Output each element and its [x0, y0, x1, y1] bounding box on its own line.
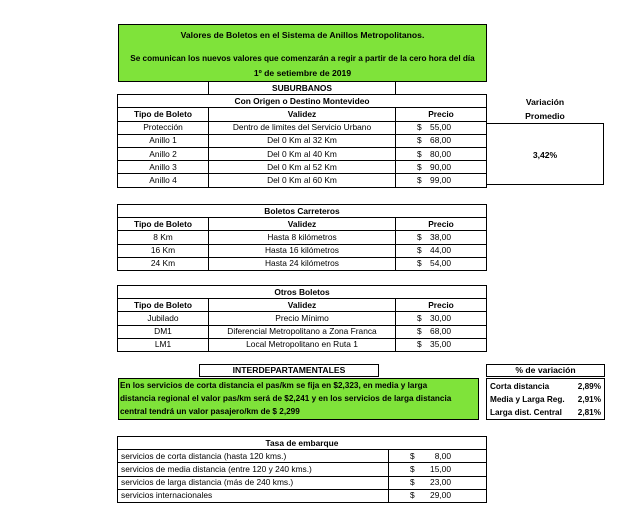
- col-tipo: Tipo de Boleto: [118, 108, 209, 121]
- cell-precio: $ 15,00: [389, 463, 487, 476]
- list-item: [490, 380, 601, 393]
- cell-tipo: Anillo 1: [118, 134, 209, 147]
- table-row: [118, 231, 487, 244]
- carreteros-table: [117, 204, 487, 271]
- variacion-label-2: Promedio: [525, 111, 565, 121]
- cell-precio: $ 55,00: [396, 121, 487, 134]
- variacion-label: Media y Larga Reg.: [490, 395, 565, 404]
- variacion-label: Larga dist. Central: [490, 408, 562, 417]
- cell-validez: Precio Mínimo: [209, 312, 396, 325]
- table-row: [118, 257, 487, 270]
- col-validez: Validez: [209, 299, 396, 312]
- interdepartamentales-text-2: distancia regional el valor pas/km será de $2,241 y en los servicios de larga distancia: [120, 394, 452, 403]
- header-line-3: 1º de setiembre de 2019: [253, 68, 352, 78]
- suburbanos-table: [117, 82, 487, 188]
- cell-validez: Hasta 16 kilómetros: [209, 244, 396, 257]
- table-row: [118, 161, 487, 174]
- cell-precio: $ 90,00: [396, 161, 487, 174]
- table-row: [118, 463, 487, 476]
- otros-table: [117, 285, 487, 352]
- col-precio: Precio: [396, 218, 487, 231]
- variacion-value: 2,91%: [577, 395, 601, 404]
- cell-validez: Hasta 8 kilómetros: [209, 231, 396, 244]
- interdepartamentales-text-1: En los servicios de corta distancia el pas/km se fija en $2,323, en media y larga: [120, 381, 428, 390]
- table-row: [118, 338, 487, 351]
- cell-servicio: servicios de corta distancia (hasta 120 kms.): [118, 450, 389, 463]
- cell-tipo: Jubilado: [118, 312, 209, 325]
- table-row: [118, 147, 487, 160]
- cell-precio: $ 99,00: [396, 174, 487, 187]
- variacion-value: 3,42%: [532, 150, 558, 160]
- col-validez: Validez: [209, 218, 396, 231]
- cell-tipo: LM1: [118, 338, 209, 351]
- cell-validez: Hasta 24 kilómetros: [209, 257, 396, 270]
- header-box: [118, 24, 487, 82]
- cell-tipo: Anillo 3: [118, 161, 209, 174]
- cell-validez: Diferencial Metropolitano a Zona Franca: [209, 325, 396, 338]
- cell-tipo: 8 Km: [118, 231, 209, 244]
- variacion-label-1: Variación: [525, 97, 565, 107]
- col-precio: Precio: [396, 108, 487, 121]
- cell-servicio: servicios internacionales: [118, 489, 389, 502]
- table-row: [118, 325, 487, 338]
- cell-tipo: DM1: [118, 325, 209, 338]
- variacion-label: Corta distancia: [490, 382, 550, 391]
- interdepartamentales-text-3: central tendrá un valor pasajero/km de $ 2,299: [120, 407, 300, 416]
- table-row: [118, 244, 487, 257]
- suburbanos-subtitle: Con Origen o Destino Montevideo: [118, 95, 487, 108]
- cell-precio: $ 23,00: [389, 476, 487, 489]
- table-row: [118, 134, 487, 147]
- variacion-value: 2,89%: [577, 382, 601, 391]
- col-precio: Precio: [396, 299, 487, 312]
- cell-tipo: Anillo 4: [118, 174, 209, 187]
- cell-precio: $ 38,00: [396, 231, 487, 244]
- table-row: [118, 312, 487, 325]
- list-item: [490, 406, 601, 419]
- header-line-1: Valores de Boletos en el Sistema de Anillos Metropolitanos.: [180, 30, 425, 40]
- interdepartamentales-box: [118, 378, 479, 420]
- cell-precio: $ 54,00: [396, 257, 487, 270]
- list-item: [490, 393, 601, 406]
- cell-servicio: servicios de media distancia (entre 120 y 240 kms.): [118, 463, 389, 476]
- embarque-title: Tasa de embarque: [118, 437, 487, 450]
- cell-precio: $ 44,00: [396, 244, 487, 257]
- cell-tipo: 24 Km: [118, 257, 209, 270]
- cell-precio: $ 35,00: [396, 338, 487, 351]
- interdepartamentales-title: INTERDEPARTAMENTALES: [199, 364, 379, 377]
- cell-precio: $ 68,00: [396, 325, 487, 338]
- header-line-2: Se comunican los nuevos valores que comenzarán a regir a partir de la cero hora del día: [130, 54, 475, 63]
- cell-precio: $ 29,00: [389, 489, 487, 502]
- cell-validez: Local Metropolitano en Ruta 1: [209, 338, 396, 351]
- variacion-value: 2,81%: [577, 408, 601, 417]
- cell-validez: Del 0 Km al 60 Km: [209, 174, 396, 187]
- cell-precio: $ 68,00: [396, 134, 487, 147]
- table-row: [118, 121, 487, 134]
- variacion-pct-box: [486, 378, 605, 420]
- variacion-pct-title: % de variación: [486, 364, 605, 377]
- cell-validez: Dentro de limites del Servicio Urbano: [209, 121, 396, 134]
- cell-tipo: 16 Km: [118, 244, 209, 257]
- cell-tipo: Protección: [118, 121, 209, 134]
- cell-validez: Del 0 Km al 40 Km: [209, 147, 396, 160]
- table-row: [118, 450, 487, 463]
- variacion-box: [487, 123, 604, 185]
- suburbanos-title: SUBURBANOS: [209, 82, 396, 95]
- embarque-table: [117, 436, 487, 503]
- table-row: [118, 174, 487, 187]
- cell-servicio: servicios de larga distancia (más de 240 kms.): [118, 476, 389, 489]
- cell-tipo: Anillo 2: [118, 147, 209, 160]
- cell-precio: $ 30,00: [396, 312, 487, 325]
- cell-validez: Del 0 Km al 32 Km: [209, 134, 396, 147]
- cell-precio: $ 8,00: [389, 450, 487, 463]
- otros-title: Otros Boletos: [118, 286, 487, 299]
- col-tipo: Tipo de Boleto: [118, 218, 209, 231]
- cell-validez: Del 0 Km al 52 Km: [209, 161, 396, 174]
- table-row: [118, 489, 487, 502]
- cell-precio: $ 80,00: [396, 147, 487, 160]
- carreteros-title: Boletos Carreteros: [118, 205, 487, 218]
- col-tipo: Tipo de Boleto: [118, 299, 209, 312]
- col-validez: Validez: [209, 108, 396, 121]
- table-row: [118, 476, 487, 489]
